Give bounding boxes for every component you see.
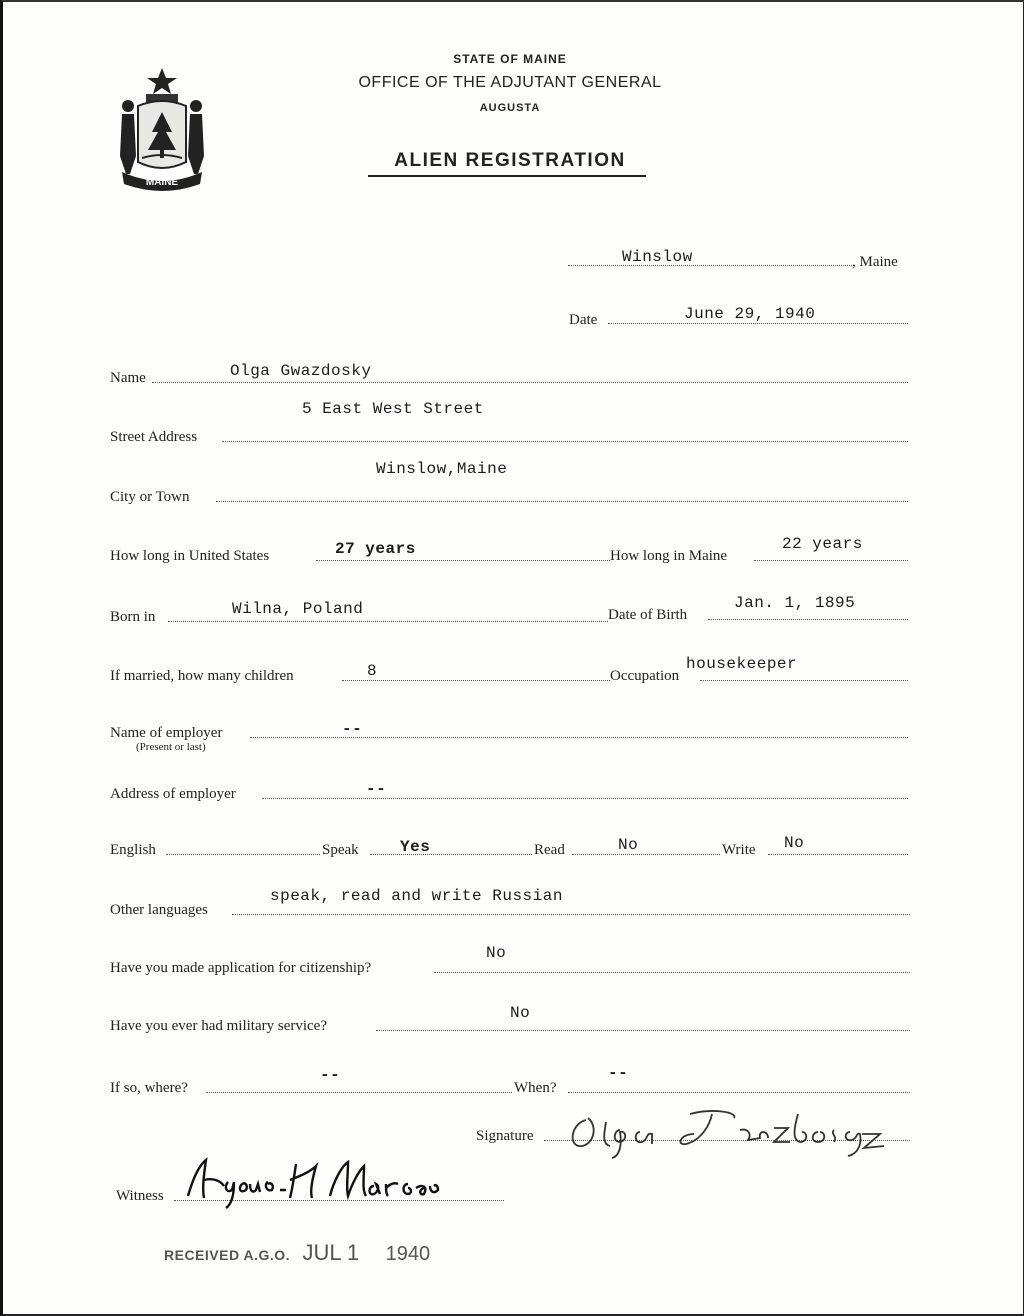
how-long-maine-value: 22 years — [782, 535, 863, 553]
employer-address-value: -- — [366, 780, 387, 798]
city-value: Winslow,Maine — [376, 460, 508, 478]
applicant-signature — [562, 1104, 906, 1160]
street-value: 5 East West Street — [302, 400, 484, 418]
dob-value: Jan. 1, 1895 — [734, 594, 856, 612]
header-city: AUGUSTA — [479, 102, 541, 114]
born-in-value: Wilna, Poland — [232, 600, 364, 618]
maine-label: , Maine — [852, 254, 898, 270]
occupation-value: housekeeper — [686, 655, 798, 673]
how-long-us-label: How long in United States — [110, 548, 270, 564]
header-office: OFFICE OF THE ADJUTANT GENERAL — [358, 74, 662, 91]
employer-value: -- — [342, 720, 363, 738]
date-value: June 29, 1940 — [684, 305, 816, 323]
witness-label: Witness — [116, 1188, 164, 1204]
children-label: If married, how many children — [110, 668, 294, 684]
signature-label: Signature — [476, 1128, 534, 1144]
town-value: Winslow — [622, 248, 693, 266]
employer-label: Name of employer — [110, 725, 223, 741]
how-long-us-value: 27 years — [335, 540, 416, 558]
name-label: Name — [110, 370, 146, 386]
name-value: Olga Gwazdosky — [230, 362, 372, 380]
where-value: -- — [320, 1066, 341, 1084]
where-label: If so, where? — [110, 1080, 188, 1096]
received-stamp — [164, 1240, 430, 1266]
stamp-year-text: 1940 — [385, 1243, 431, 1265]
how-long-maine-label: How long in Maine — [610, 548, 728, 564]
maine-state-seal-icon — [108, 66, 216, 192]
employer-address-label: Address of employer — [110, 786, 236, 802]
city-label: City or Town — [110, 489, 190, 505]
stamp-received-text: RECEIVED A.G.O. — [164, 1247, 291, 1263]
children-value: 8 — [367, 662, 378, 680]
page-title: ALIEN REGISTRATION — [394, 150, 626, 171]
stamp-month-text: JUL 1 — [302, 1240, 360, 1265]
date-label: Date — [569, 312, 598, 328]
read-label: Read — [534, 842, 565, 858]
military-value: No — [510, 1004, 531, 1022]
street-label: Street Address — [110, 429, 198, 445]
citizenship-label: Have you made application for citizenship? — [110, 960, 372, 976]
other-languages-value: speak, read and write Russian — [270, 887, 563, 905]
title-underline — [368, 175, 646, 177]
svg-text:MAINE: MAINE — [145, 177, 179, 188]
witness-signature — [176, 1154, 446, 1210]
when-value: -- — [608, 1064, 629, 1082]
speak-value: Yes — [400, 838, 431, 856]
occupation-label: Occupation — [610, 668, 680, 684]
citizenship-value: No — [486, 944, 507, 962]
employer-note: (Present or last) — [136, 741, 206, 753]
born-in-label: Born in — [110, 609, 156, 625]
dob-label: Date of Birth — [608, 607, 688, 623]
speak-label: Speak — [322, 842, 359, 858]
write-value: No — [784, 834, 805, 852]
when-label: When? — [514, 1080, 557, 1096]
header-state: STATE OF MAINE — [453, 52, 567, 66]
english-label: English — [110, 842, 156, 858]
read-value: No — [618, 836, 639, 854]
military-label: Have you ever had military service? — [110, 1018, 327, 1034]
other-languages-label: Other languages — [110, 902, 208, 918]
write-label: Write — [722, 842, 756, 858]
